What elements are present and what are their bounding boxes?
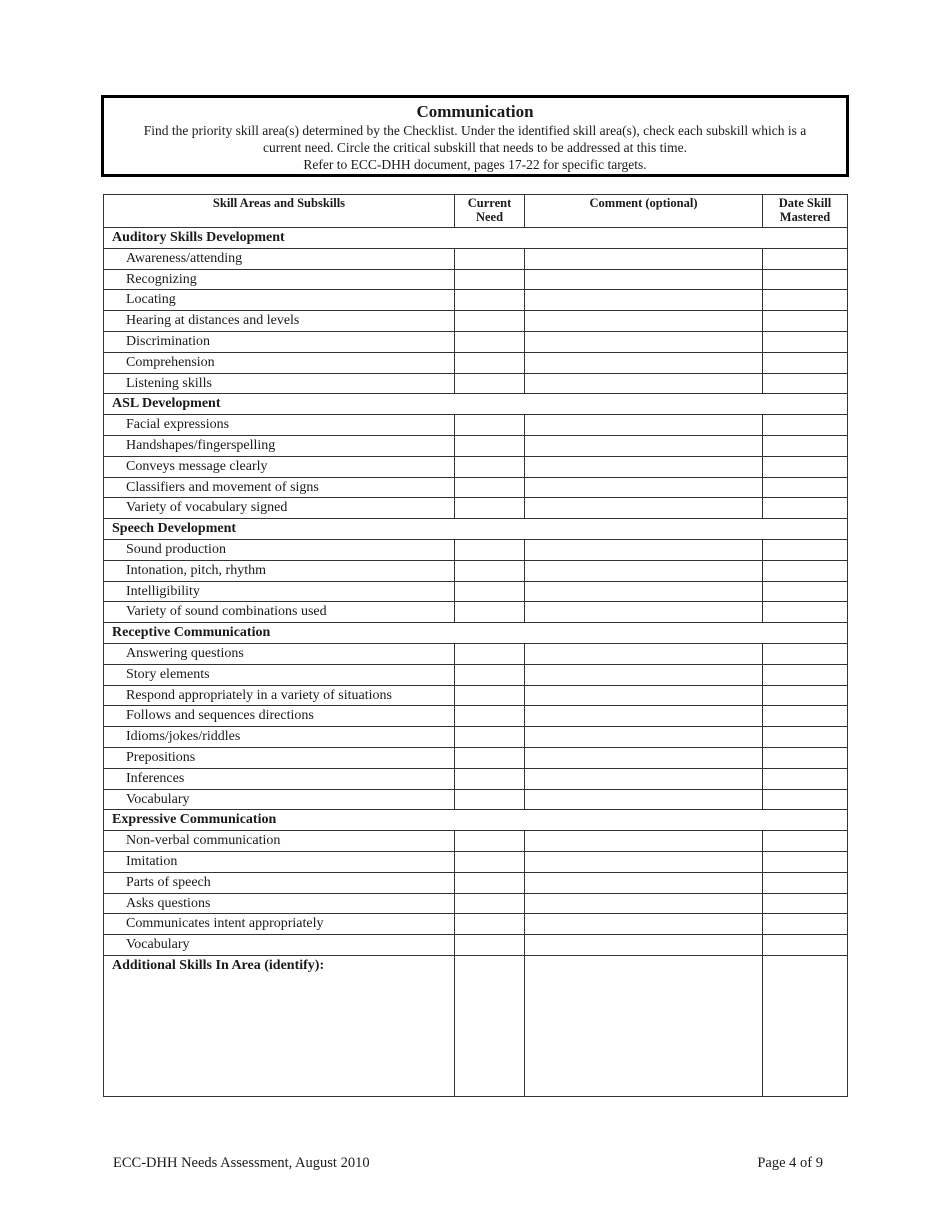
comment-cell[interactable]	[525, 851, 763, 872]
current-need-cell[interactable]	[455, 498, 525, 519]
instructions-box	[101, 95, 849, 177]
date-mastered-cell[interactable]	[763, 727, 848, 748]
current-need-cell[interactable]	[455, 643, 525, 664]
subskill-label: Discrimination	[104, 331, 455, 352]
current-need-cell[interactable]	[455, 331, 525, 352]
current-need-cell[interactable]	[455, 706, 525, 727]
current-need-cell[interactable]	[455, 415, 525, 436]
subskill-label: Locating	[104, 290, 455, 311]
table-row	[104, 893, 848, 914]
subskill-label: Variety of sound combinations used	[104, 602, 455, 623]
category-label: Receptive Communication	[104, 623, 848, 644]
table-row	[104, 456, 848, 477]
subskill-label: Intelligibility	[104, 581, 455, 602]
subskill-label: Facial expressions	[104, 415, 455, 436]
comment-cell[interactable]	[525, 477, 763, 498]
category-row	[104, 394, 848, 415]
subskill-label: Vocabulary	[104, 789, 455, 810]
current-need-cell[interactable]	[455, 269, 525, 290]
table-row	[104, 290, 848, 311]
comment-cell[interactable]	[525, 248, 763, 269]
subskill-label: Sound production	[104, 539, 455, 560]
table-row	[104, 831, 848, 852]
subskill-label: Asks questions	[104, 893, 455, 914]
date-mastered-cell[interactable]	[763, 248, 848, 269]
table-row	[104, 560, 848, 581]
table-row	[104, 664, 848, 685]
current-need-cell[interactable]	[455, 893, 525, 914]
comment-cell[interactable]	[525, 685, 763, 706]
comment-cell[interactable]	[525, 831, 763, 852]
date-mastered-cell[interactable]	[763, 602, 848, 623]
subskill-label: Answering questions	[104, 643, 455, 664]
current-need-cell[interactable]	[455, 539, 525, 560]
category-row	[104, 810, 848, 831]
table-row	[104, 685, 848, 706]
current-need-cell[interactable]	[455, 768, 525, 789]
table-row	[104, 643, 848, 664]
current-need-cell[interactable]	[455, 685, 525, 706]
additional-skills-label: Additional Skills In Area (identify):	[104, 955, 455, 1096]
comment-cell[interactable]	[525, 789, 763, 810]
subskill-label: Conveys message clearly	[104, 456, 455, 477]
table-row	[104, 248, 848, 269]
subskill-label: Handshapes/fingerspelling	[104, 435, 455, 456]
table-row	[104, 602, 848, 623]
comment-cell[interactable]	[525, 747, 763, 768]
subskill-label: Variety of vocabulary signed	[104, 498, 455, 519]
comment-cell[interactable]	[525, 914, 763, 935]
table-row	[104, 768, 848, 789]
current-need-cell[interactable]	[455, 851, 525, 872]
current-need-cell[interactable]	[455, 581, 525, 602]
table-row	[104, 789, 848, 810]
current-need-cell[interactable]	[455, 290, 525, 311]
comment-cell[interactable]	[525, 768, 763, 789]
subskill-label: Listening skills	[104, 373, 455, 394]
current-need-cell[interactable]	[455, 560, 525, 581]
date-mastered-cell[interactable]	[763, 456, 848, 477]
date-mastered-cell[interactable]	[763, 539, 848, 560]
comment-cell[interactable]	[525, 290, 763, 311]
comment-cell[interactable]	[525, 602, 763, 623]
column-header-date-mastered: Date Skill Mastered	[763, 195, 848, 228]
current-need-cell[interactable]	[455, 872, 525, 893]
date-mastered-cell[interactable]	[763, 851, 848, 872]
date-mastered-cell[interactable]	[763, 352, 848, 373]
subskill-label: Intonation, pitch, rhythm	[104, 560, 455, 581]
table-row	[104, 311, 848, 332]
current-need-cell[interactable]	[455, 435, 525, 456]
category-row	[104, 623, 848, 644]
subskill-label: Awareness/attending	[104, 248, 455, 269]
footer-page-number: Page 4 of 9	[757, 1155, 823, 1171]
date-mastered-cell[interactable]	[763, 789, 848, 810]
subskill-label: Parts of speech	[104, 872, 455, 893]
table-row	[104, 851, 848, 872]
comment-cell[interactable]	[525, 456, 763, 477]
subskill-label: Vocabulary	[104, 935, 455, 956]
comment-cell[interactable]	[525, 893, 763, 914]
date-mastered-cell[interactable]	[763, 831, 848, 852]
date-mastered-cell[interactable]	[763, 498, 848, 519]
comment-cell[interactable]	[525, 706, 763, 727]
subskill-label: Imitation	[104, 851, 455, 872]
comment-cell[interactable]	[525, 581, 763, 602]
subskill-label: Communicates intent appropriately	[104, 914, 455, 935]
date-mastered-cell[interactable]	[763, 872, 848, 893]
comment-cell[interactable]	[525, 435, 763, 456]
instructions-line-3: Refer to ECC-DHH document, pages 17-22 for specific targets.	[303, 157, 647, 172]
date-mastered-cell[interactable]	[763, 311, 848, 332]
date-mastered-cell[interactable]	[763, 435, 848, 456]
current-need-cell[interactable]	[455, 664, 525, 685]
current-need-cell[interactable]	[455, 352, 525, 373]
table-row	[104, 435, 848, 456]
current-need-cell[interactable]	[455, 311, 525, 332]
date-mastered-cell[interactable]	[763, 935, 848, 956]
subskill-label: Inferences	[104, 768, 455, 789]
date-mastered-cell[interactable]	[763, 664, 848, 685]
date-mastered-cell[interactable]	[763, 747, 848, 768]
comment-cell[interactable]	[525, 498, 763, 519]
table-row	[104, 415, 848, 436]
additional-comment-cell[interactable]	[525, 955, 763, 1096]
table-row	[104, 914, 848, 935]
table-row	[104, 498, 848, 519]
subskill-label: Recognizing	[104, 269, 455, 290]
comment-cell[interactable]	[525, 373, 763, 394]
date-mastered-cell[interactable]	[763, 685, 848, 706]
current-need-cell[interactable]	[455, 602, 525, 623]
table-row	[104, 477, 848, 498]
footer-document-name: ECC-DHH Needs Assessment, August 2010	[113, 1155, 370, 1171]
instructions-line-2: current need. Circle the critical subskill that needs to be addressed at this time.	[263, 140, 687, 155]
current-need-cell[interactable]	[455, 789, 525, 810]
date-mastered-cell[interactable]	[763, 560, 848, 581]
subskill-label: Non-verbal communication	[104, 831, 455, 852]
current-need-cell[interactable]	[455, 477, 525, 498]
date-mastered-cell[interactable]	[763, 893, 848, 914]
date-mastered-cell[interactable]	[763, 477, 848, 498]
subskill-label: Follows and sequences directions	[104, 706, 455, 727]
comment-cell[interactable]	[525, 539, 763, 560]
current-need-cell[interactable]	[455, 935, 525, 956]
table-row	[104, 352, 848, 373]
table-row	[104, 269, 848, 290]
comment-cell[interactable]	[525, 643, 763, 664]
table-row	[104, 935, 848, 956]
comment-cell[interactable]	[525, 872, 763, 893]
comment-cell[interactable]	[525, 727, 763, 748]
table-row	[104, 331, 848, 352]
date-mastered-cell[interactable]	[763, 373, 848, 394]
current-need-cell[interactable]	[455, 914, 525, 935]
category-row	[104, 228, 848, 249]
current-need-cell[interactable]	[455, 727, 525, 748]
subskill-label: Story elements	[104, 664, 455, 685]
date-mastered-cell[interactable]	[763, 768, 848, 789]
instructions-line-1: Find the priority skill area(s) determined by the Checklist. Under the identified skill area(s), check each subskill which is a	[143, 123, 807, 138]
subskill-label: Idioms/jokes/riddles	[104, 727, 455, 748]
additional-current-need-cell[interactable]	[455, 955, 525, 1096]
comment-cell[interactable]	[525, 415, 763, 436]
comment-cell[interactable]	[525, 311, 763, 332]
date-mastered-cell[interactable]	[763, 581, 848, 602]
table-row	[104, 872, 848, 893]
comment-cell[interactable]	[525, 331, 763, 352]
skills-table	[103, 194, 848, 1097]
table-row	[104, 727, 848, 748]
date-mastered-cell[interactable]	[763, 290, 848, 311]
date-mastered-cell[interactable]	[763, 706, 848, 727]
category-label: Auditory Skills Development	[104, 228, 848, 249]
subskill-label: Hearing at distances and levels	[104, 311, 455, 332]
additional-skills-row	[104, 955, 848, 1096]
date-mastered-cell[interactable]	[763, 415, 848, 436]
table-row	[104, 747, 848, 768]
table-row	[104, 373, 848, 394]
table-header-row	[104, 195, 848, 228]
current-need-cell[interactable]	[455, 747, 525, 768]
comment-cell[interactable]	[525, 664, 763, 685]
category-label: Speech Development	[104, 519, 848, 540]
column-header-current-need: Current Need	[455, 195, 525, 228]
table-row	[104, 581, 848, 602]
category-label: ASL Development	[104, 394, 848, 415]
category-label: Expressive Communication	[104, 810, 848, 831]
subskill-label: Classifiers and movement of signs	[104, 477, 455, 498]
skills-table-body	[104, 228, 848, 956]
comment-cell[interactable]	[525, 269, 763, 290]
date-mastered-cell[interactable]	[763, 914, 848, 935]
category-row	[104, 519, 848, 540]
comment-cell[interactable]	[525, 935, 763, 956]
date-mastered-cell[interactable]	[763, 269, 848, 290]
current-need-cell[interactable]	[455, 456, 525, 477]
subskill-label: Respond appropriately in a variety of situations	[104, 685, 455, 706]
page-title: Communication	[416, 102, 534, 121]
column-header-skill-areas: Skill Areas and Subskills	[104, 195, 455, 228]
current-need-cell[interactable]	[455, 831, 525, 852]
table-row	[104, 706, 848, 727]
comment-cell[interactable]	[525, 352, 763, 373]
subskill-label: Prepositions	[104, 747, 455, 768]
column-header-comment: Comment (optional)	[525, 195, 763, 228]
subskill-label: Comprehension	[104, 352, 455, 373]
additional-date-mastered-cell[interactable]	[763, 955, 848, 1096]
current-need-cell[interactable]	[455, 248, 525, 269]
date-mastered-cell[interactable]	[763, 331, 848, 352]
current-need-cell[interactable]	[455, 373, 525, 394]
table-row	[104, 539, 848, 560]
date-mastered-cell[interactable]	[763, 643, 848, 664]
comment-cell[interactable]	[525, 560, 763, 581]
